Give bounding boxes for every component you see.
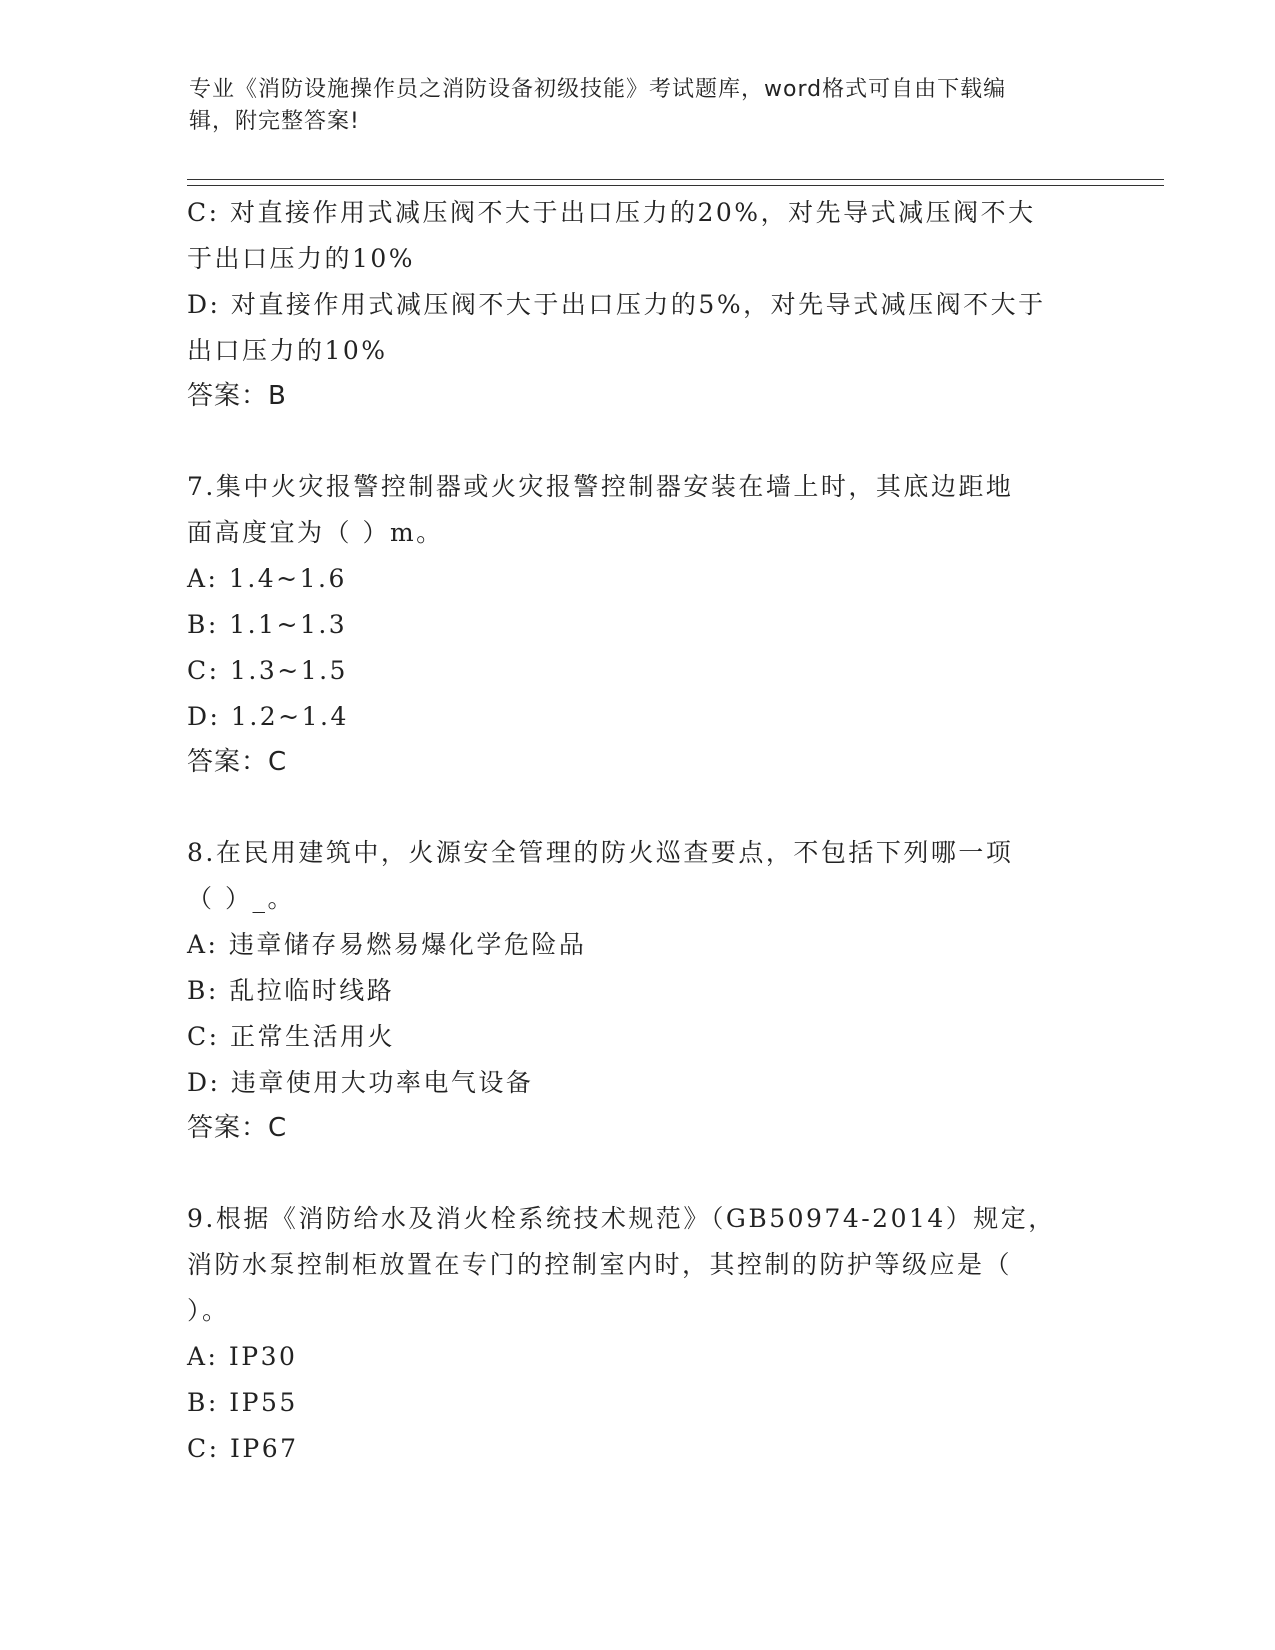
option-c: C: 正常生活用火 [187,1022,395,1051]
option-b: B: 乱拉临时线路 [187,976,395,1005]
option-b: B: 1.1~1.3 [187,610,348,639]
question-stem-line-3: ）。 [187,1296,230,1325]
option-c: C: 1.3~1.5 [187,656,348,685]
header-divider-bottom [187,185,1164,186]
header-line-2: 辑，附完整答案! [189,109,360,134]
question-stem-line-2: 面高度宜为（ ）m。 [187,518,444,547]
option-a: A: 违章储存易燃易爆化学危险品 [187,930,587,959]
question-block-8 [187,830,1087,1150]
option-c-line-2: 于出口压力的10% [187,244,416,273]
answer-label: 答案：C [187,747,288,777]
answer-label: 答案：C [187,1113,288,1143]
option-b: B: IP55 [187,1388,298,1417]
option-c-line-1: C: 对直接作用式减压阀不大于出口压力的20%，对先导式减压阀不大 [187,198,1036,227]
header-line-1: 专业《消防设施操作员之消防设备初级技能》考试题库，word格式可自由下载编 [189,77,1007,102]
question-stem-line-2: （ ）_。 [187,884,295,913]
spacer [187,784,1087,830]
answer-label: 答案：B [187,381,287,411]
document-header [189,74,1089,138]
question-stem-line-1: 7.集中火灾报警控制器或火灾报警控制器安装在墙上时，其底边距地 [187,472,1014,501]
question-stem-line-1: 8.在民用建筑中，火源安全管理的防火巡查要点，不包括下列哪一项 [187,838,1014,867]
option-d-line-1: D: 对直接作用式减压阀不大于出口压力的5%，对先导式减压阀不大于 [187,290,1046,319]
option-d-line-2: 出口压力的10% [187,336,388,365]
option-a: A: 1.4~1.6 [187,564,347,593]
question-list [187,190,1087,1472]
option-d: D: 1.2~1.4 [187,702,349,731]
spacer [187,1150,1087,1196]
option-a: A: IP30 [187,1342,298,1371]
question-stem-line-2: 消防水泵控制柜放置在专门的控制室内时，其控制的防护等级应是（ [187,1250,1013,1279]
question-block-9 [187,1196,1087,1472]
spacer [187,418,1087,464]
question-stem-line-1: 9.根据《消防给水及消火栓系统技术规范》（GB50974-2014）规定， [187,1204,1056,1233]
question-block-7 [187,464,1087,784]
option-c: C: IP67 [187,1434,299,1463]
question-block-prev [187,190,1087,418]
header-divider-top [187,179,1164,180]
option-d: D: 违章使用大功率电气设备 [187,1068,534,1097]
